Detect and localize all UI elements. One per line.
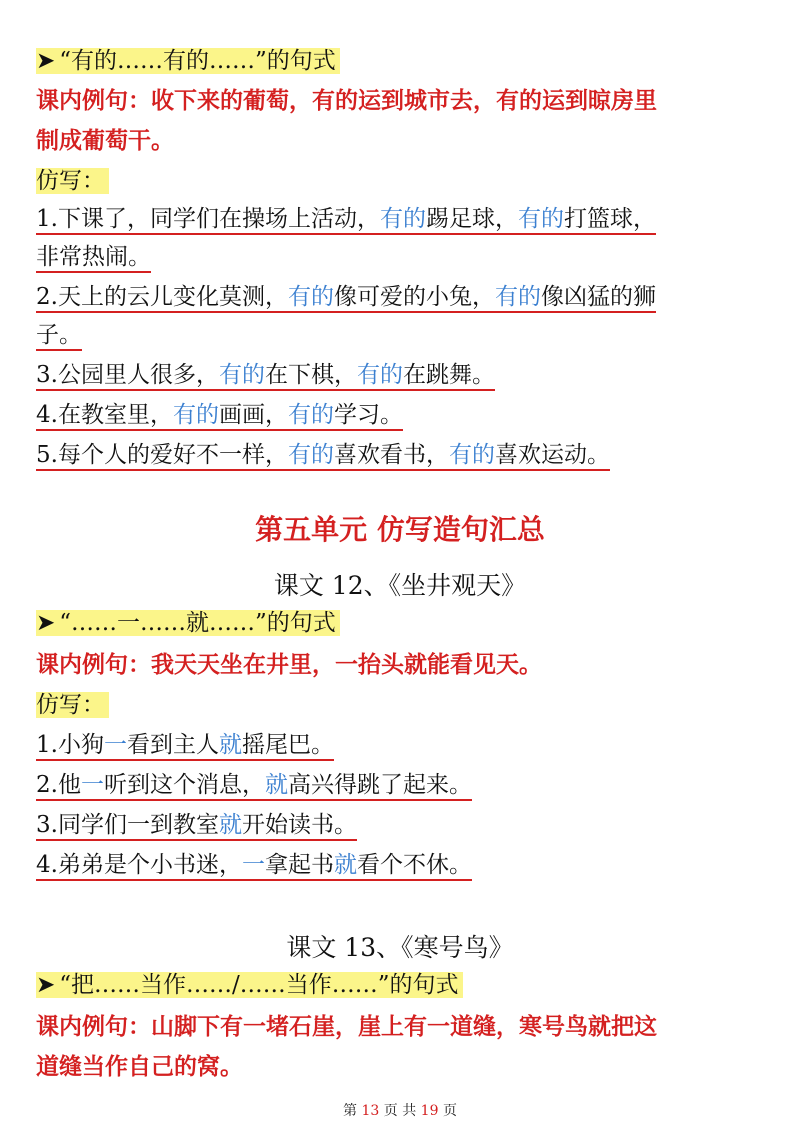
- practice-item: [36, 768, 472, 802]
- practice-label-1: [36, 164, 109, 198]
- item-text: 2.天上的云儿变化莫测，: [36, 284, 288, 310]
- unit-title: 第五单元 仿写造句汇总: [255, 513, 545, 546]
- pattern-heading-1: [36, 44, 340, 78]
- keyword: 有的: [494, 284, 541, 310]
- item-text: 踢足球，: [425, 206, 518, 232]
- item-text: 在下棋，: [264, 362, 357, 388]
- item-text: 2.他: [36, 772, 81, 798]
- keyword: 有的: [172, 402, 219, 428]
- practice-label: 仿写：: [36, 692, 109, 718]
- pattern-heading-2: [36, 606, 340, 640]
- keyword: 有的: [287, 442, 334, 468]
- item-text: 在跳舞。: [402, 362, 495, 388]
- example-text: 我天天坐在井里，一抬头就能看见天。: [151, 651, 542, 678]
- item-text: 喜欢运动。: [494, 442, 610, 468]
- item-text: 拿起书: [264, 852, 334, 878]
- practice-item: [36, 398, 403, 432]
- arrow-bullet-icon: ➤: [36, 48, 56, 74]
- example-text: 制成葡萄干。: [36, 127, 174, 154]
- example-text: 山脚下有一堵石崖，崖上有一道缝，寒号鸟就把这: [151, 1013, 657, 1040]
- item-text: 摇尾巴。: [241, 732, 334, 758]
- practice-item: [36, 202, 656, 236]
- item-text: 5.每个人的爱好不一样，: [36, 442, 288, 468]
- item-text: 1.下课了，同学们在操场上活动，: [36, 206, 380, 232]
- keyword: 有的: [517, 206, 564, 232]
- item-text: 4.在教室里，: [36, 402, 173, 428]
- arrow-bullet-icon: ➤: [36, 610, 56, 636]
- practice-item: [36, 280, 656, 314]
- example-label: 课内例句：: [36, 651, 151, 678]
- example-sentence-1: [36, 84, 657, 118]
- arrow-bullet-icon: ➤: [36, 972, 56, 998]
- example-text: 道缝当作自己的窝。: [36, 1053, 243, 1080]
- page-number: 13: [361, 1103, 380, 1119]
- keyword: 有的: [287, 402, 334, 428]
- item-text: 像可爱的小兔，: [333, 284, 495, 310]
- lesson-title: 课文 12、《坐井观天》: [273, 571, 527, 600]
- keyword: 有的: [379, 206, 426, 232]
- practice-item: [36, 358, 495, 392]
- example-sentence-3-cont: [36, 1050, 243, 1084]
- item-text: 开始读书。: [241, 812, 357, 838]
- keyword: 一: [80, 772, 104, 798]
- item-text: 1.小狗: [36, 732, 104, 758]
- item-text: 像凶猛的狮: [540, 284, 656, 310]
- footer-text: 第: [343, 1103, 358, 1119]
- practice-label-2: [36, 688, 109, 722]
- keyword: 一: [241, 852, 265, 878]
- footer-text: 页: [442, 1103, 457, 1119]
- example-label: 课内例句：: [36, 1013, 151, 1040]
- keyword: 就: [218, 732, 242, 758]
- item-text: 看个不休。: [356, 852, 472, 878]
- practice-item-cont: [36, 240, 151, 274]
- example-label: 课内例句：: [36, 87, 151, 114]
- keyword: 就: [333, 852, 357, 878]
- item-text: 3.公园里人很多，: [36, 362, 219, 388]
- item-text: 子。: [36, 322, 82, 351]
- item-text: 高兴得跳了起来。: [287, 772, 472, 798]
- example-sentence-1-cont: [36, 124, 174, 158]
- keyword: 有的: [448, 442, 495, 468]
- pattern-text: “……一……就……”的句式: [59, 610, 336, 636]
- keyword: 一: [103, 732, 127, 758]
- keyword: 就: [218, 812, 242, 838]
- practice-item-cont: [36, 318, 82, 352]
- item-text: 学习。: [333, 402, 403, 428]
- footer-text: 页 共: [383, 1103, 417, 1119]
- practice-label: 仿写：: [36, 168, 109, 194]
- pattern-text: “把……当作……/……当作……”的句式: [59, 972, 459, 998]
- page-footer: [0, 1100, 800, 1120]
- example-text: 收下来的葡萄，有的运到城市去，有的运到晾房里: [151, 87, 657, 114]
- item-text: 画画，: [218, 402, 288, 428]
- practice-item: [36, 848, 472, 882]
- item-text: 3.同学们一到教室: [36, 812, 219, 838]
- item-text: 喜欢看书，: [333, 442, 449, 468]
- item-text: 看到主人: [126, 732, 219, 758]
- keyword: 有的: [287, 284, 334, 310]
- practice-item: [36, 808, 357, 842]
- practice-item: [36, 438, 610, 472]
- item-text: 听到这个消息，: [103, 772, 265, 798]
- item-text: 打篮球，: [563, 206, 656, 232]
- keyword: 就: [264, 772, 288, 798]
- pattern-heading-3: [36, 968, 463, 1002]
- item-text: 4.弟弟是个小书迷，: [36, 852, 242, 878]
- practice-item: [36, 728, 334, 762]
- keyword: 有的: [218, 362, 265, 388]
- pattern-text: “有的……有的……”的句式: [59, 48, 336, 74]
- page-total: 19: [420, 1103, 439, 1119]
- keyword: 有的: [356, 362, 403, 388]
- example-sentence-2: [36, 648, 542, 682]
- example-sentence-3: [36, 1010, 657, 1044]
- lesson-title: 课文 13、《寒号鸟》: [286, 933, 514, 962]
- item-text: 非常热闹。: [36, 244, 151, 273]
